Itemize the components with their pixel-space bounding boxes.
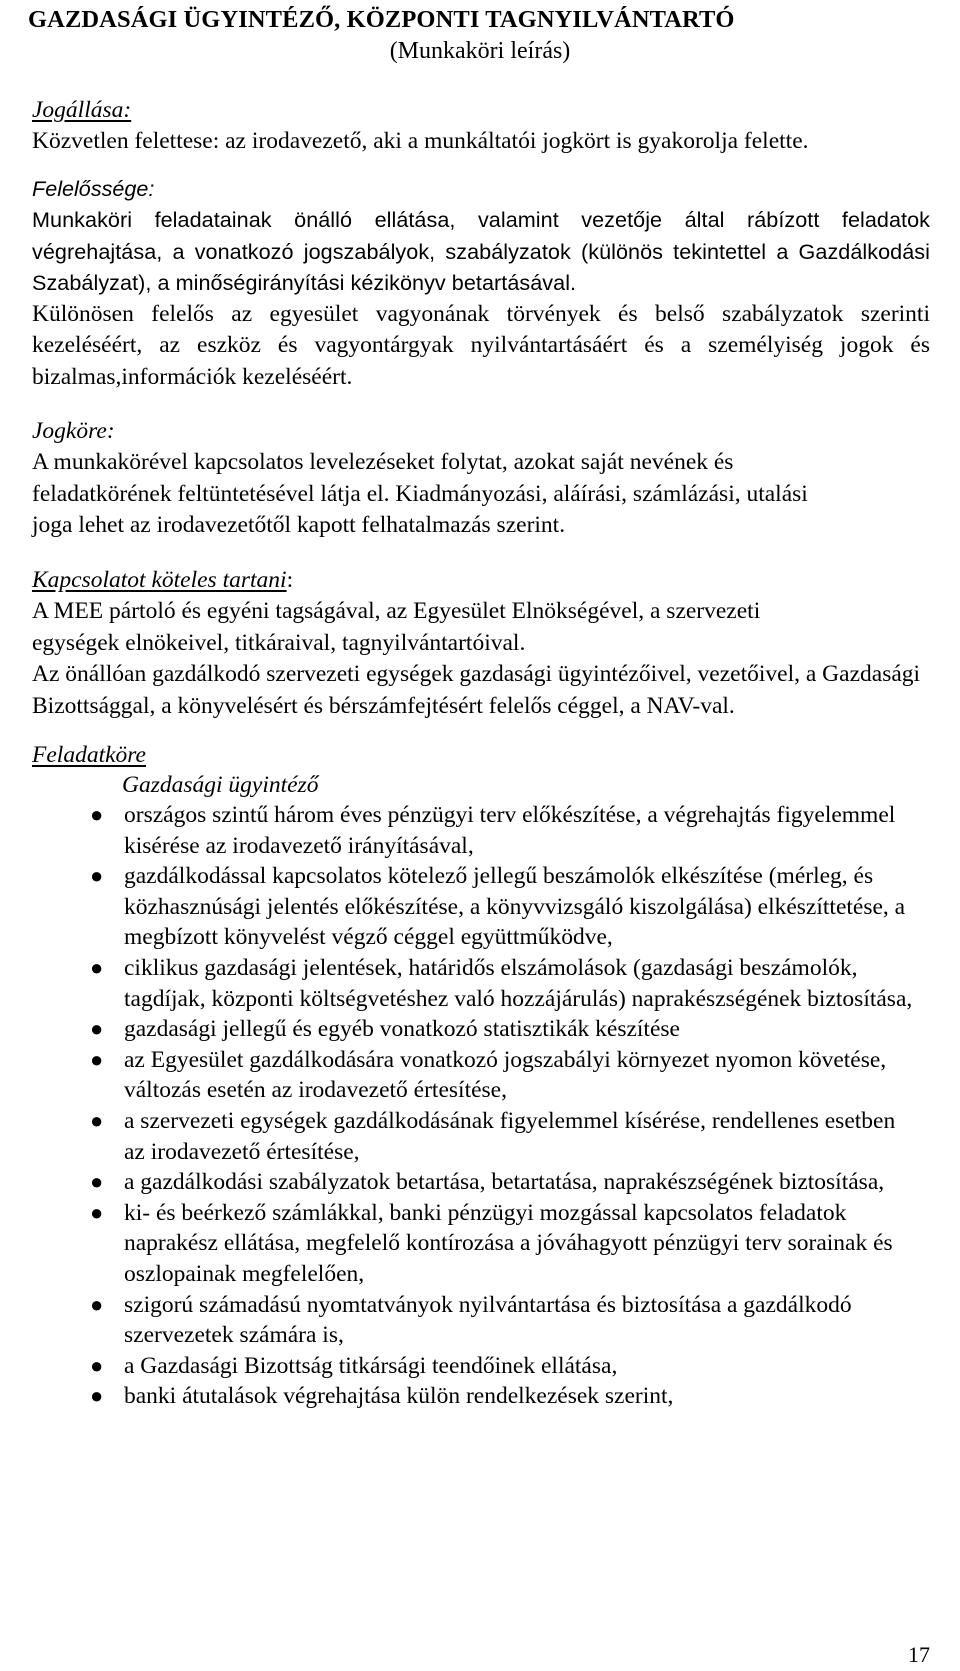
section-heading-colon: : xyxy=(286,567,294,593)
section-heading: Felelőssége: xyxy=(32,176,155,201)
page-number: 17 xyxy=(908,1642,930,1667)
section-jogkore xyxy=(32,416,930,542)
section-subheading: Gazdasági ügyintéző xyxy=(122,772,319,798)
bullet-icon: ● xyxy=(90,1291,104,1317)
duties-list xyxy=(0,800,960,1412)
bullet-icon: ● xyxy=(90,1199,104,1225)
section-text: Különösen felelős az egyesület vagyonának törvények és belső szabályzatok szerinti kezeléséért, az eszköz és vagyontárgyak nyilvántartásáért és a személyiség jogok és bizalmas,információk kezeléséért. xyxy=(32,300,930,390)
section-text: Munkaköri feladatainak önálló ellátása, valamint vezetője által rábízott feladatok végrehajtása, a vonatkozó jogszabályok, szabályzatok (különös tekintettel a Gazdálkodási Szabályzat), a minőségirányítási kézikönyv betartásával. xyxy=(32,207,930,295)
section-text: A MEE pártoló és egyéni tagságával, az Egyesület Elnökségével, a szervezeti egységek elnökeivel, titkáraival, tagnyilvántartóival. xyxy=(32,598,761,656)
page-subtitle: (Munkaköri leírás) xyxy=(389,38,571,64)
section-heading: Jogállása: xyxy=(32,97,132,123)
list-item: ● gazdálkodással kapcsolatos kötelező jellegű beszámolók elkészítése (mérleg, és közhasznúsági jelentés előkészítése, a könyvvizsgáló kiszolgálása) elkészíttetése, a megbízott könyvelést végző céggel együttműködve, xyxy=(90,863,906,951)
bullet-icon: ● xyxy=(90,802,104,827)
list-item: ● ciklikus gazdasági jelentések, határidős elszámolások (gazdasági beszámolók, tagdíjak, központi költségvetéshez való hozzájárulás) naprakészségének biztosítása, xyxy=(90,954,913,1012)
section-heading xyxy=(32,565,930,596)
section-heading-text: Kapcsolatot köteles tartani xyxy=(32,567,287,593)
bullet-icon: ● xyxy=(90,1107,104,1133)
list-item: ● banki átutalások végrehajtása külön rendelkezések szerint, xyxy=(0,1381,960,1412)
bullet-icon: ● xyxy=(90,1169,104,1195)
bullet-icon: ● xyxy=(90,1383,104,1409)
section-kapcsolat xyxy=(32,565,930,722)
page-title: GAZDASÁGI ÜGYINTÉZŐ, KÖZPONTI TAGNYILVÁNTARTÓ xyxy=(28,6,735,33)
section-heading: Feladatköre xyxy=(32,742,146,768)
section-text: A munkakörével kapcsolatos levelezéseket folytat, azokat saját nevének és feladatkörének feltüntetésével látja el. Kiadmányozási, aláírási, számlázási, utalási joga lehet az irodavezetőtől kapott felhatalmazás szerint. xyxy=(32,449,808,538)
section-heading: Jogköre: xyxy=(32,418,115,444)
section-jogallasa xyxy=(32,95,930,158)
list-item: ● ki- és beérkező számlákkal, banki pénzügyi mozgással kapcsolatos feladatok naprakész ellátása, megfelelő kontírozása a jóváhagyott pénzügyi terv sorainak és oszlopainak megfelelően, xyxy=(90,1199,893,1287)
section-feladatkore xyxy=(32,740,930,771)
bullet-icon: ● xyxy=(90,1016,104,1042)
list-item: ● a szervezeti egységek gazdálkodásának figyelemmel kísérése, rendellenes esetben az irodavezető értesítése, xyxy=(90,1107,896,1165)
bullet-icon: ● xyxy=(90,863,104,889)
bullet-icon: ● xyxy=(90,1352,104,1378)
list-item: ● a Gazdasági Bizottság titkársági teendőinek ellátása, xyxy=(0,1351,960,1382)
list-item: ● gazdasági jellegű és egyéb vonatkozó statisztikák készítése xyxy=(0,1014,960,1045)
bullet-icon: ● xyxy=(90,1046,104,1072)
section-felelossege xyxy=(32,173,930,393)
list-item: ● szigorú számadású nyomtatványok nyilvántartása és biztosítása a gazdálkodó szervezetek számára is, xyxy=(90,1291,852,1349)
list-item: ● az Egyesület gazdálkodására vonatkozó jogszabályi környezet nyomon követése, változás esetén az irodavezető értesítése, xyxy=(90,1046,887,1104)
list-item: ● a gazdálkodási szabályzatok betartása, betartatása, naprakészségének biztosítása, xyxy=(0,1167,960,1198)
section-text: Az önállóan gazdálkodó szervezeti egységek gazdasági ügyintézőivel, vezetőivel, a Gazdasági Bizottsággal, a könyvelésért és bérszámfejtésért felelős céggel, a NAV-val. xyxy=(32,661,921,719)
section-text: Közvetlen felettese: az irodavezető, aki a munkáltatói jogkört is gyakorolja felette. xyxy=(32,128,809,154)
bullet-icon: ● xyxy=(90,954,104,980)
list-item: ● országos szintű három éves pénzügyi terv előkészítése, a végrehajtás figyelemmel kisérése az irodavezető irányításával, xyxy=(90,802,896,859)
